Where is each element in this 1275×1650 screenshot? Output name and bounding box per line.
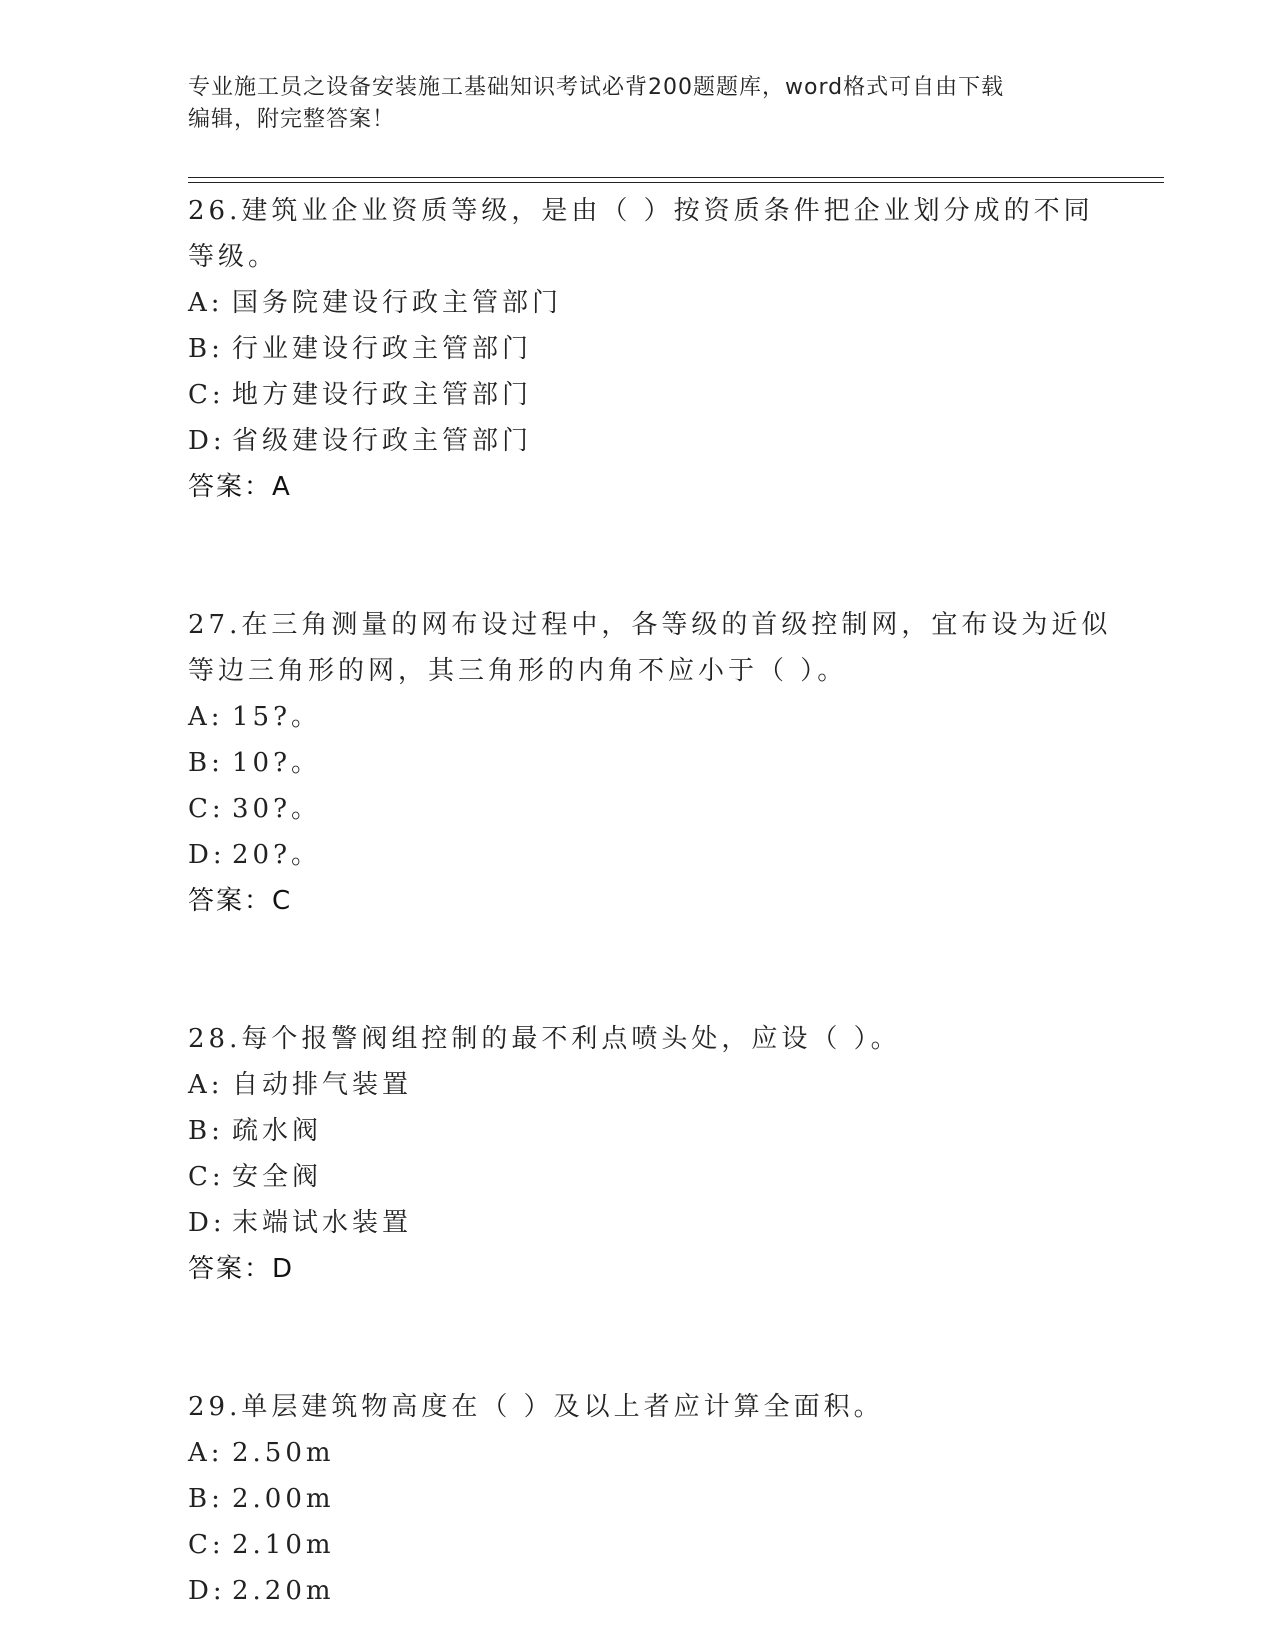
header-divider-top [188,177,1164,178]
header-title-line-1: 专业施工员之设备安装施工基础知识考试必背200题题库，word格式可自由下载 [188,75,1005,100]
answer-line: 答案：D [188,1254,295,1284]
option-label: B: [188,334,224,364]
option-text: 20?。 [232,840,322,870]
option-label: B: [188,1484,224,1514]
option-text: 疏水阀 [232,1116,323,1146]
option-label: D: [188,840,226,870]
option-a [188,1062,1088,1108]
option-a [188,694,1088,740]
option-label: A: [188,288,224,318]
document-header [188,72,1088,136]
option-label: C: [188,1162,225,1192]
option-text: 2.10m [232,1530,335,1560]
option-text: 地方建设行政主管部门 [232,380,533,410]
option-c [188,1522,1088,1568]
question-spacer [188,1292,1088,1384]
option-text: 末端试水装置 [232,1208,413,1238]
option-label: D: [188,426,226,456]
option-text: 2.00m [232,1484,335,1514]
question-stem: 28.每个报警阀组控制的最不利点喷头处，应设（ ）。 [188,1024,901,1054]
question-stem-continued: 等级。 [188,242,279,272]
question-stem: 29.单层建筑物高度在（ ）及以上者应计算全面积。 [188,1392,884,1422]
option-text: 2.20m [232,1576,335,1606]
option-c [188,372,1088,418]
question-29 [188,1384,1088,1614]
option-c [188,1154,1088,1200]
answer-line: 答案：C [188,886,293,916]
question-28 [188,1016,1088,1292]
option-c [188,786,1088,832]
option-label: D: [188,1576,226,1606]
option-d [188,418,1088,464]
question-list [188,188,1112,1614]
answer-line: 答案：A [188,472,292,502]
option-b [188,1476,1088,1522]
option-text: 15?。 [232,702,322,732]
question-stem: 26.建筑业企业资质等级，是由（ ）按资质条件把企业划分成的不同 [188,196,1094,226]
option-text: 行业建设行政主管部门 [232,334,533,364]
header-title-line-2: 编辑，附完整答案！ [188,107,396,132]
option-text: 安全阀 [232,1162,323,1192]
option-text: 省级建设行政主管部门 [232,426,533,456]
option-label: B: [188,1116,224,1146]
option-label: C: [188,794,225,824]
option-label: C: [188,380,225,410]
option-d [188,832,1088,878]
option-b [188,1108,1088,1154]
option-a [188,1430,1088,1476]
option-d [188,1568,1088,1614]
option-label: C: [188,1530,225,1560]
option-text: 30?。 [232,794,322,824]
option-label: A: [188,1070,224,1100]
option-label: A: [188,1438,224,1468]
option-text: 2.50m [232,1438,335,1468]
option-a [188,280,1088,326]
header-divider-bottom [188,182,1164,183]
option-label: D: [188,1208,226,1238]
question-26 [188,188,1094,510]
option-text: 国务院建设行政主管部门 [232,288,563,318]
option-b [188,740,1088,786]
option-b [188,326,1088,372]
option-text: 自动排气装置 [232,1070,413,1100]
question-spacer [188,510,1088,602]
question-spacer [188,924,1088,1016]
option-label: A: [188,702,224,732]
question-stem: 27.在三角测量的网布设过程中，各等级的首级控制网，宜布设为近似 [188,610,1112,640]
option-text: 10?。 [232,748,322,778]
option-d [188,1200,1088,1246]
question-stem-continued: 等边三角形的网，其三角形的内角不应小于（ ）。 [188,656,848,686]
question-27 [188,602,1112,924]
option-label: B: [188,748,224,778]
